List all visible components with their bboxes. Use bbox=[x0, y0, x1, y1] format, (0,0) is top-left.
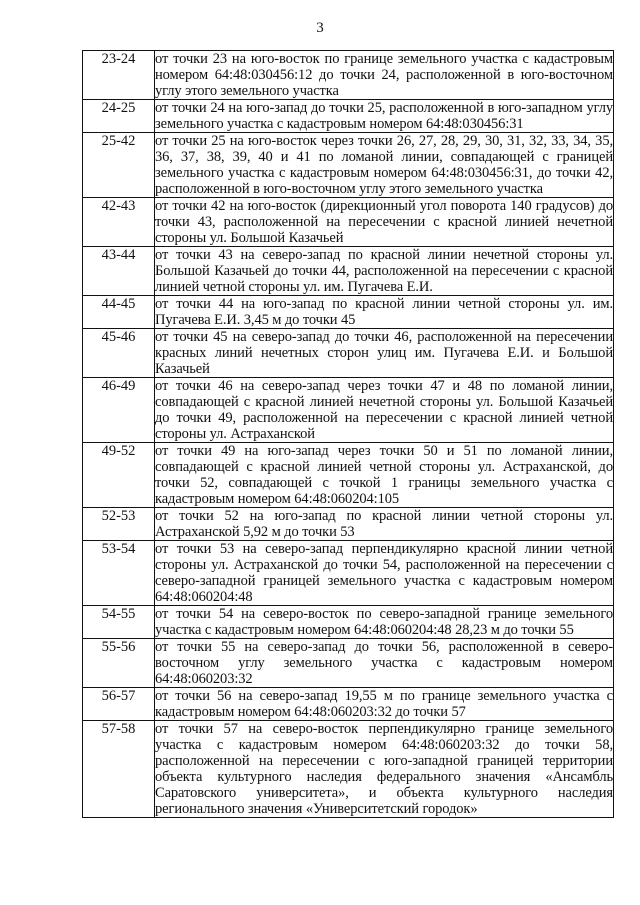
segment-cell: 54-55 bbox=[83, 606, 155, 639]
table-row bbox=[83, 443, 614, 508]
description-cell: от точки 53 на северо-запад перпендикулярно красной линии четной стороны ул. Астраханской до точки 54, расположенной на пересечении с северо-западной границей земельного участка с кадастровым номером 64:48:060204:48 bbox=[155, 541, 613, 605]
description-cell: от точки 49 на юго-запад через точки 50 и 51 по ломаной линии, совпадающей с красной линией четной стороны ул. Астраханской, до точки 52, совпадающей с точкой 1 границы земельного участка с кадастровым номером 64:48:060204:105 bbox=[155, 443, 613, 507]
description-cell: от точки 56 на северо-запад 19,55 м по границе земельного участка с кадастровым номером 64:48:060203:32 до точки 57 bbox=[155, 688, 613, 720]
table-row bbox=[83, 378, 614, 443]
table-row bbox=[83, 198, 614, 247]
segment-cell: 46-49 bbox=[83, 378, 155, 443]
segment-cell: 56-57 bbox=[83, 688, 155, 721]
description-cell: от точки 57 на северо-восток перпендикулярно границе земельного участка с кадастровым номером 64:48:060203:32 до точки 58, расположенной на пересечении с юго-западной границей территории объекта культурного наследия федерального значения «Ансамбль Саратовского университета», и объекта культурного наследия регионального значения «Университетский городок» bbox=[155, 721, 613, 817]
description-cell: от точки 55 на северо-запад до точки 56, расположенной в северо-восточном углу земельного участка с кадастровым номером 64:48:060203:32 bbox=[155, 639, 613, 687]
boundary-description-table bbox=[82, 50, 614, 818]
segment-cell: 42-43 bbox=[83, 198, 155, 247]
table-row bbox=[83, 639, 614, 688]
description-cell: от точки 52 на юго-запад по красной линии четной стороны ул. Астраханской 5,92 м до точки 53 bbox=[155, 508, 613, 540]
table-row bbox=[83, 296, 614, 329]
page-number: 3 bbox=[316, 20, 324, 36]
table-row bbox=[83, 133, 614, 198]
description-cell: от точки 54 на северо-восток по северо-западной границе земельного участка с кадастровым номером 64:48:060204:48 28,23 м до точки 55 bbox=[155, 606, 613, 638]
description-cell: от точки 44 на юго-запад по красной линии четной стороны ул. им. Пугачева Е.И. 3,45 м до точки 45 bbox=[155, 296, 613, 328]
description-cell: от точки 25 на юго-восток через точки 26, 27, 28, 29, 30, 31, 32, 33, 34, 35, 36, 37, 38, 39, 40 и 41 по ломаной линии, совпадающей с границей земельного участка с кадастровым номером 64:48:030456:31, до точки 42, расположенной в юго-восточном углу этого земельного участка bbox=[155, 133, 613, 197]
table-row bbox=[83, 688, 614, 721]
segment-cell: 49-52 bbox=[83, 443, 155, 508]
segment-cell: 44-45 bbox=[83, 296, 155, 329]
segment-cell: 45-46 bbox=[83, 329, 155, 378]
description-cell: от точки 23 на юго-восток по границе земельного участка с кадастровым номером 64:48:030456:12 до точки 24, расположенной в юго-восточном углу этого земельного участка bbox=[155, 51, 613, 99]
segment-cell: 23-24 bbox=[83, 51, 155, 100]
table-row bbox=[83, 508, 614, 541]
table-row bbox=[83, 329, 614, 378]
description-cell: от точки 42 на юго-восток (дирекционный угол поворота 140 градусов) до точки 43, расположенной на пересечении с красной линией нечетной стороны ул. Большой Казачьей bbox=[155, 198, 613, 246]
segment-cell: 24-25 bbox=[83, 100, 155, 133]
table-row bbox=[83, 541, 614, 606]
segment-cell: 57-58 bbox=[83, 721, 155, 818]
table-row bbox=[83, 721, 614, 818]
description-cell: от точки 24 на юго-запад до точки 25, расположенной в юго-западном углу земельного участка с кадастровым номером 64:48:030456:31 bbox=[155, 100, 613, 132]
description-cell: от точки 43 на северо-запад по красной линии нечетной стороны ул. Большой Казачьей до точки 44, расположенной на пересечении с красной линией четной стороны ул. им. Пугачева Е.И. bbox=[155, 247, 613, 295]
segment-cell: 55-56 bbox=[83, 639, 155, 688]
segment-cell: 25-42 bbox=[83, 133, 155, 198]
description-cell: от точки 46 на северо-запад через точки 47 и 48 по ломаной линии, совпадающей с красной линией нечетной стороны ул. Большой Казачьей до точки 49, расположенной на пересечении с красной линией четной стороны ул. Астраханской bbox=[155, 378, 613, 442]
table-row bbox=[83, 247, 614, 296]
segment-cell: 52-53 bbox=[83, 508, 155, 541]
table-row bbox=[83, 51, 614, 100]
segment-cell: 43-44 bbox=[83, 247, 155, 296]
description-cell: от точки 45 на северо-запад до точки 46, расположенной на пересечении красных линий нечетных сторон улиц им. Пугачева Е.И. и Большой Казачьей bbox=[155, 329, 613, 377]
segment-cell: 53-54 bbox=[83, 541, 155, 606]
table-row bbox=[83, 606, 614, 639]
table-row bbox=[83, 100, 614, 133]
